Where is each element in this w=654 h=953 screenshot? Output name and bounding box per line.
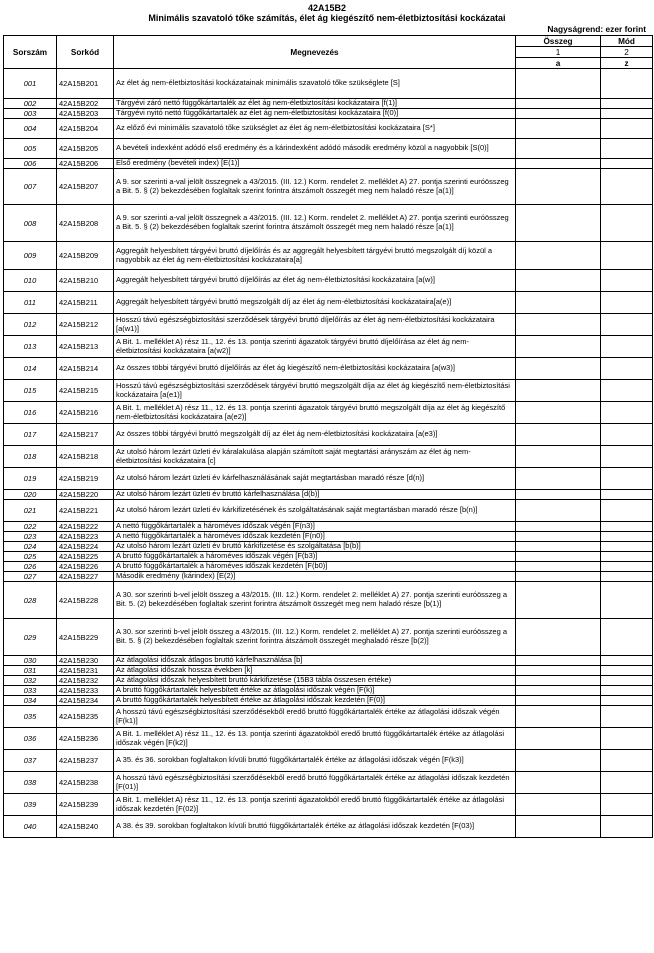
table-row (4, 552, 653, 562)
row-method-cell[interactable] (601, 686, 653, 696)
row-description: Az utolsó három lezárt üzleti év bruttó kárkifizetése és szolgáltatása [b(b)] (114, 542, 516, 552)
row-number: 037 (4, 750, 57, 772)
row-number: 040 (4, 816, 57, 838)
row-amount-cell[interactable] (516, 816, 601, 838)
row-code: 42A15B231 (57, 666, 114, 676)
table-row (4, 314, 653, 336)
row-description: Aggregált helyesbített tárgyévi bruttó díjelőírás az élet ág nem-életbiztosítási kockázataira [a(w)] (114, 270, 516, 292)
row-code: 42A15B208 (57, 205, 114, 242)
row-description: A Bit. 1. melléklet A) rész 11., 12. és 13. pontja szerinti ágazatok tárgyévi bruttó megszolgált díja az élet ág kiegészítő nem-életbiztosítási kockázataira [a(e2)] (114, 402, 516, 424)
table-row (4, 562, 653, 572)
header-osszeg: Összeg (516, 36, 601, 47)
row-number: 024 (4, 542, 57, 552)
row-description: A nettó függőkártartalék a hároméves időszak kezdetén [F(n0)] (114, 532, 516, 542)
row-amount-cell[interactable] (516, 666, 601, 676)
row-code: 42A15B220 (57, 490, 114, 500)
row-amount-cell[interactable] (516, 402, 601, 424)
row-number: 015 (4, 380, 57, 402)
row-amount-cell[interactable] (516, 242, 601, 270)
row-method-cell[interactable] (601, 676, 653, 686)
row-number: 002 (4, 99, 57, 109)
row-number: 021 (4, 500, 57, 522)
row-description: A bevételi indexként adódó első eredmény és a kárindexként adódó második eredmény közül a nagyobbik [S(0)] (114, 139, 516, 159)
row-method-cell[interactable] (601, 139, 653, 159)
row-method-cell[interactable] (601, 696, 653, 706)
row-description: A Bit. 1. melléklet A) rész 11., 12. és 13. pontja szerinti ágazatokból eredő bruttó függőkártartalék értéke az átlagolási időszak kezdetén [F(02)] (114, 794, 516, 816)
row-code: 42A15B222 (57, 522, 114, 532)
row-description: Hosszú távú egészségbiztosítási szerződések tárgyévi bruttó díjelőírás az élet ág nem-életbiztosítási kockázataira [a(w1)] (114, 314, 516, 336)
row-description: A hosszú távú egészségbiztosítási szerződésekből eredő bruttó függőkártartalék értéke az átlagolási időszak kezdetén [F(01)] (114, 772, 516, 794)
row-number: 011 (4, 292, 57, 314)
row-method-cell[interactable] (601, 314, 653, 336)
row-method-cell[interactable] (601, 99, 653, 109)
row-method-cell[interactable] (601, 542, 653, 552)
row-code: 42A15B215 (57, 380, 114, 402)
header-osszeg-num: 1 (516, 47, 601, 58)
row-code: 42A15B225 (57, 552, 114, 562)
row-description: Az összes többi tárgyévi bruttó megszolgált díj az élet ág nem-életbiztosítási kockázataira [a(e3)] (114, 424, 516, 446)
row-method-cell[interactable] (601, 242, 653, 270)
row-method-cell[interactable] (601, 159, 653, 169)
row-method-cell[interactable] (601, 205, 653, 242)
row-amount-cell[interactable] (516, 794, 601, 816)
table-row (4, 794, 653, 816)
row-code: 42A15B206 (57, 159, 114, 169)
row-description: Tárgyévi nyitó nettó függőkártartalék az élet ág nem-életbiztosítási kockázataira [f(0)] (114, 109, 516, 119)
row-description: A 30. sor szerinti b-vel jelölt összeg a 43/2015. (III. 12.) Korm. rendelet 2. melléklet A) 27. pontja szerinti euróösszeg a Bit. 5. § (2) bekezdésében foglaltak szerint forintra átszámolt összegét meghaladó része [b(2)] (114, 619, 516, 656)
row-method-cell[interactable] (601, 572, 653, 582)
row-method-cell[interactable] (601, 750, 653, 772)
row-description: A hosszú távú egészségbiztosítási szerződésekből eredő bruttó függőkártartalék értéke az átlagolási időszak végén [F(k1)] (114, 706, 516, 728)
row-amount-cell[interactable] (516, 468, 601, 490)
row-method-cell[interactable] (601, 119, 653, 139)
row-code: 42A15B230 (57, 656, 114, 666)
row-amount-cell[interactable] (516, 292, 601, 314)
row-code: 42A15B239 (57, 794, 114, 816)
table-row (4, 750, 653, 772)
row-number: 031 (4, 666, 57, 676)
row-amount-cell[interactable] (516, 772, 601, 794)
row-code: 42A15B235 (57, 706, 114, 728)
table-row (4, 336, 653, 358)
table-row (4, 242, 653, 270)
row-number: 005 (4, 139, 57, 159)
row-code: 42A15B210 (57, 270, 114, 292)
row-code: 42A15B223 (57, 532, 114, 542)
row-amount-cell[interactable] (516, 562, 601, 572)
row-code: 42A15B227 (57, 572, 114, 582)
row-code: 42A15B224 (57, 542, 114, 552)
row-code: 42A15B212 (57, 314, 114, 336)
row-number: 019 (4, 468, 57, 490)
row-number: 017 (4, 424, 57, 446)
row-code: 42A15B238 (57, 772, 114, 794)
header-sorszam: Sorszám (4, 36, 57, 69)
row-number: 013 (4, 336, 57, 358)
table-row (4, 676, 653, 686)
table-row (4, 522, 653, 532)
row-code: 42A15B201 (57, 69, 114, 99)
table-row (4, 292, 653, 314)
row-number: 007 (4, 169, 57, 205)
table-row (4, 619, 653, 656)
row-description: Az élet ág nem-életbiztosítási kockázatainak minimális szavatoló tőke szükséglete [S] (114, 69, 516, 99)
row-number: 020 (4, 490, 57, 500)
table-row (4, 109, 653, 119)
table-row (4, 270, 653, 292)
row-description: Aggregált helyesbített tárgyévi bruttó megszolgált díj az élet ág nem-életbiztosítási kockázataira[a(e)] (114, 292, 516, 314)
row-number: 033 (4, 686, 57, 696)
table-row (4, 686, 653, 696)
row-code: 42A15B218 (57, 446, 114, 468)
row-amount-cell[interactable] (516, 532, 601, 542)
row-method-cell[interactable] (601, 500, 653, 522)
row-description: Az átlagolási időszak helyesbített bruttó kárkifizetése (15B3 tábla összesen értéke) (114, 676, 516, 686)
row-number: 035 (4, 706, 57, 728)
row-number: 009 (4, 242, 57, 270)
row-amount-cell[interactable] (516, 686, 601, 696)
row-code: 42A15B233 (57, 686, 114, 696)
table-row (4, 99, 653, 109)
row-method-cell[interactable] (601, 562, 653, 572)
table-row (4, 468, 653, 490)
table-row (4, 542, 653, 552)
row-number: 008 (4, 205, 57, 242)
row-number: 010 (4, 270, 57, 292)
row-code: 42A15B234 (57, 696, 114, 706)
row-number: 026 (4, 562, 57, 572)
table-row (4, 119, 653, 139)
row-method-cell[interactable] (601, 402, 653, 424)
header-megnevezes: Megnevezés (114, 36, 516, 69)
row-number: 038 (4, 772, 57, 794)
row-amount-cell[interactable] (516, 500, 601, 522)
row-description: Az összes többi tárgyévi bruttó díjelőírás az élet ág kiegészítő nem-életbiztosítási kockázataira [a(w3)] (114, 358, 516, 380)
table-row (4, 696, 653, 706)
row-description: Az utolsó három lezárt üzleti év bruttó kárfelhasználása [d(b)] (114, 490, 516, 500)
row-amount-cell[interactable] (516, 552, 601, 562)
row-code: 42A15B217 (57, 424, 114, 446)
row-number: 039 (4, 794, 57, 816)
row-description: A 30. sor szerinti b-vel jelölt összeg a 43/2015. (III. 12.) Korm. rendelet 2. melléklet A) 27. pontja szerinti euróösszeg a Bit. 5. (2) bekezdésében foglaltak szerint forintra átszámolt összegét meg nem haladó része [b(1)] (114, 582, 516, 619)
row-number: 012 (4, 314, 57, 336)
row-amount-cell[interactable] (516, 656, 601, 666)
row-amount-cell[interactable] (516, 490, 601, 500)
row-code: 42A15B236 (57, 728, 114, 750)
table-row (4, 446, 653, 468)
table-row (4, 402, 653, 424)
row-amount-cell[interactable] (516, 169, 601, 205)
row-method-cell[interactable] (601, 424, 653, 446)
table-row (4, 582, 653, 619)
row-method-cell[interactable] (601, 169, 653, 205)
row-description: Az előző évi minimális szavatoló tőke szükséglet az élet ág nem-életbiztosítási kockázataira [S*] (114, 119, 516, 139)
row-code: 42A15B209 (57, 242, 114, 270)
row-number: 023 (4, 532, 57, 542)
row-method-cell[interactable] (601, 728, 653, 750)
row-method-cell[interactable] (601, 109, 653, 119)
row-description: Második eredmény (kárindex) [E(2)] (114, 572, 516, 582)
row-code: 42A15B232 (57, 676, 114, 686)
row-description: Hosszú távú egészségbiztosítási szerződések tárgyévi bruttó megszolgált díja az élet ág kiegészítő nem-életbiztosítási kockázataira [a(e1)] (114, 380, 516, 402)
row-description: A bruttó függőkártartalék helyesbített értéke az átlagolási időszak végén [F(k)] (114, 686, 516, 696)
row-method-cell[interactable] (601, 358, 653, 380)
row-code: 42A15B207 (57, 169, 114, 205)
row-method-cell[interactable] (601, 292, 653, 314)
row-number: 018 (4, 446, 57, 468)
row-amount-cell[interactable] (516, 696, 601, 706)
row-amount-cell[interactable] (516, 728, 601, 750)
row-amount-cell[interactable] (516, 582, 601, 619)
header-mod-letter: z (601, 58, 653, 69)
row-method-cell[interactable] (601, 522, 653, 532)
table-title: Minimális szavatoló tőke számítás, élet ág kiegészítő nem-életbiztosítási kockázatai (148, 13, 506, 23)
row-amount-cell[interactable] (516, 424, 601, 446)
row-code: 42A15B219 (57, 468, 114, 490)
table-code-title: 42A15B2 (307, 3, 347, 13)
row-code: 42A15B216 (57, 402, 114, 424)
row-amount-cell[interactable] (516, 706, 601, 728)
table-body (4, 69, 653, 838)
row-method-cell[interactable] (601, 446, 653, 468)
row-number: 036 (4, 728, 57, 750)
row-amount-cell[interactable] (516, 159, 601, 169)
row-description: Az utolsó három lezárt üzleti év káralakulása alapján számított saját megtartási arányszám az élet ág nem-életbiztosítási kockázataira [c] (114, 446, 516, 468)
row-method-cell[interactable] (601, 270, 653, 292)
row-description: Aggregált helyesbített tárgyévi bruttó díjelőírás és az aggregált helyesbített tárgyévi bruttó megszolgált díj közül a nagyobbik az élet ág nem-életbiztosítási kockázataira[a] (114, 242, 516, 270)
table-row (4, 532, 653, 542)
row-code: 42A15B221 (57, 500, 114, 522)
row-code: 42A15B211 (57, 292, 114, 314)
row-amount-cell[interactable] (516, 109, 601, 119)
row-code: 42A15B213 (57, 336, 114, 358)
header-mod: Mód (601, 36, 653, 47)
row-number: 006 (4, 159, 57, 169)
table-row (4, 69, 653, 99)
row-number: 030 (4, 656, 57, 666)
row-amount-cell[interactable] (516, 205, 601, 242)
row-description: Az átlagolási időszak átlagos bruttó kárfelhasználása [b] (114, 656, 516, 666)
row-code: 42A15B237 (57, 750, 114, 772)
table-row (4, 424, 653, 446)
row-method-cell[interactable] (601, 468, 653, 490)
row-number: 032 (4, 676, 57, 686)
row-description: Az átlagolási időszak hossza években [k] (114, 666, 516, 676)
row-method-cell[interactable] (601, 794, 653, 816)
header-sorkod: Sorkód (57, 36, 114, 69)
header-osszeg-letter: a (516, 58, 601, 69)
table-row (4, 169, 653, 205)
table-row (4, 706, 653, 728)
row-description: Az utolsó három lezárt üzleti év kárkifizetésének és szolgáltatásának saját megtartásban maradó része [b(n)] (114, 500, 516, 522)
row-description: A 9. sor szerinti a-val jelölt összegnek a 43/2015. (III. 12.) Korm. rendelet 2. melléklet A) 27. pontja szerinti euróösszeg a Bit. 5. § (2) bekezdésében foglaltak szerint forintra átszámolt összegét meg nem haladó része [a(1)] (114, 205, 516, 242)
row-amount-cell[interactable] (516, 119, 601, 139)
row-code: 42A15B202 (57, 99, 114, 109)
row-amount-cell[interactable] (516, 380, 601, 402)
row-method-cell[interactable] (601, 656, 653, 666)
row-number: 028 (4, 582, 57, 619)
table-row (4, 490, 653, 500)
row-amount-cell[interactable] (516, 336, 601, 358)
row-method-cell[interactable] (601, 69, 653, 99)
row-number: 029 (4, 619, 57, 656)
table-row (4, 380, 653, 402)
table-row (4, 666, 653, 676)
row-description: A Bit. 1. melléklet A) rész 11., 12. és 13. pontja szerinti ágazatokból eredő bruttó függőkártartalék értéke az átlagolási időszak végén [F(k2)] (114, 728, 516, 750)
row-method-cell[interactable] (601, 772, 653, 794)
row-code: 42A15B214 (57, 358, 114, 380)
row-code: 42A15B205 (57, 139, 114, 159)
row-method-cell[interactable] (601, 532, 653, 542)
row-description: A nettó függőkártartalék a hároméves időszak végén [F(n3)] (114, 522, 516, 532)
row-number: 027 (4, 572, 57, 582)
row-method-cell[interactable] (601, 336, 653, 358)
row-description: Az utolsó három lezárt üzleti év kárfelhasználásának saját megtartásban maradó része [d(n)] (114, 468, 516, 490)
data-table (3, 35, 653, 838)
row-code: 42A15B228 (57, 582, 114, 619)
row-method-cell[interactable] (601, 552, 653, 562)
row-number: 034 (4, 696, 57, 706)
row-amount-cell[interactable] (516, 750, 601, 772)
row-method-cell[interactable] (601, 816, 653, 838)
row-amount-cell[interactable] (516, 99, 601, 109)
row-description: A 9. sor szerinti a-val jelölt összegnek a 43/2015. (III. 12.) Korm. rendelet 2. melléklet A) 27. pontja szerinti euróösszeg a Bit. 5. § (2) bekezdésében foglaltak szerint forintra átszámolt összegét meg nem haladó része [a(1)] (114, 169, 516, 205)
table-row (4, 358, 653, 380)
row-method-cell[interactable] (601, 666, 653, 676)
row-amount-cell[interactable] (516, 69, 601, 99)
table-row (4, 772, 653, 794)
row-number: 004 (4, 119, 57, 139)
row-method-cell[interactable] (601, 706, 653, 728)
row-number: 001 (4, 69, 57, 99)
row-method-cell[interactable] (601, 582, 653, 619)
row-description: Tárgyévi záró nettó függőkártartalék az élet ág nem-életbiztosítási kockázataira [f(1)] (114, 99, 516, 109)
row-number: 025 (4, 552, 57, 562)
table-row (4, 205, 653, 242)
row-amount-cell[interactable] (516, 446, 601, 468)
table-row (4, 656, 653, 666)
row-method-cell[interactable] (601, 380, 653, 402)
table-row (4, 139, 653, 159)
row-amount-cell[interactable] (516, 358, 601, 380)
row-description: A bruttó függőkártartalék a hároméves időszak kezdetén [F(b0)] (114, 562, 516, 572)
row-description: Első eredmény (bevételi index) [E(1)] (114, 159, 516, 169)
row-code: 42A15B240 (57, 816, 114, 838)
row-number: 022 (4, 522, 57, 532)
table-row (4, 159, 653, 169)
row-amount-cell[interactable] (516, 314, 601, 336)
row-code: 42A15B226 (57, 562, 114, 572)
table-row (4, 728, 653, 750)
unit-label: Nagyságrend: ezer forint (547, 24, 646, 34)
row-number: 016 (4, 402, 57, 424)
row-amount-cell[interactable] (516, 572, 601, 582)
row-amount-cell[interactable] (516, 676, 601, 686)
row-code: 42A15B203 (57, 109, 114, 119)
table-row (4, 500, 653, 522)
row-description: A Bit. 1. melléklet A) rész 11., 12. és 13. pontja szerinti ágazatok tárgyévi bruttó díjelőírása az élet ág nem-életbiztosítási kockázataira [a(w2)] (114, 336, 516, 358)
row-amount-cell[interactable] (516, 270, 601, 292)
row-number: 014 (4, 358, 57, 380)
row-amount-cell[interactable] (516, 139, 601, 159)
row-code: 42A15B204 (57, 119, 114, 139)
table-row (4, 816, 653, 838)
row-description: A bruttó függőkártartalék helyesbített értéke az átlagolási időszak kezdetén [F(0)] (114, 696, 516, 706)
row-code: 42A15B229 (57, 619, 114, 656)
row-description: A bruttó függőkártartalék a hároméves időszak végén [F(b3)] (114, 552, 516, 562)
row-amount-cell[interactable] (516, 522, 601, 532)
row-amount-cell[interactable] (516, 619, 601, 656)
row-method-cell[interactable] (601, 490, 653, 500)
row-description: A 35. és 36. sorokban foglaltakon kívüli bruttó függőkártartalék értéke az átlagolási időszak végén [F(k3)] (114, 750, 516, 772)
row-amount-cell[interactable] (516, 542, 601, 552)
row-description: A 38. és 39. sorokban foglaltakon kívüli bruttó függőkártartalék értéke az átlagolási időszak kezdetén [F(03)] (114, 816, 516, 838)
header-mod-num: 2 (601, 47, 653, 58)
row-number: 003 (4, 109, 57, 119)
row-method-cell[interactable] (601, 619, 653, 656)
table-row (4, 572, 653, 582)
